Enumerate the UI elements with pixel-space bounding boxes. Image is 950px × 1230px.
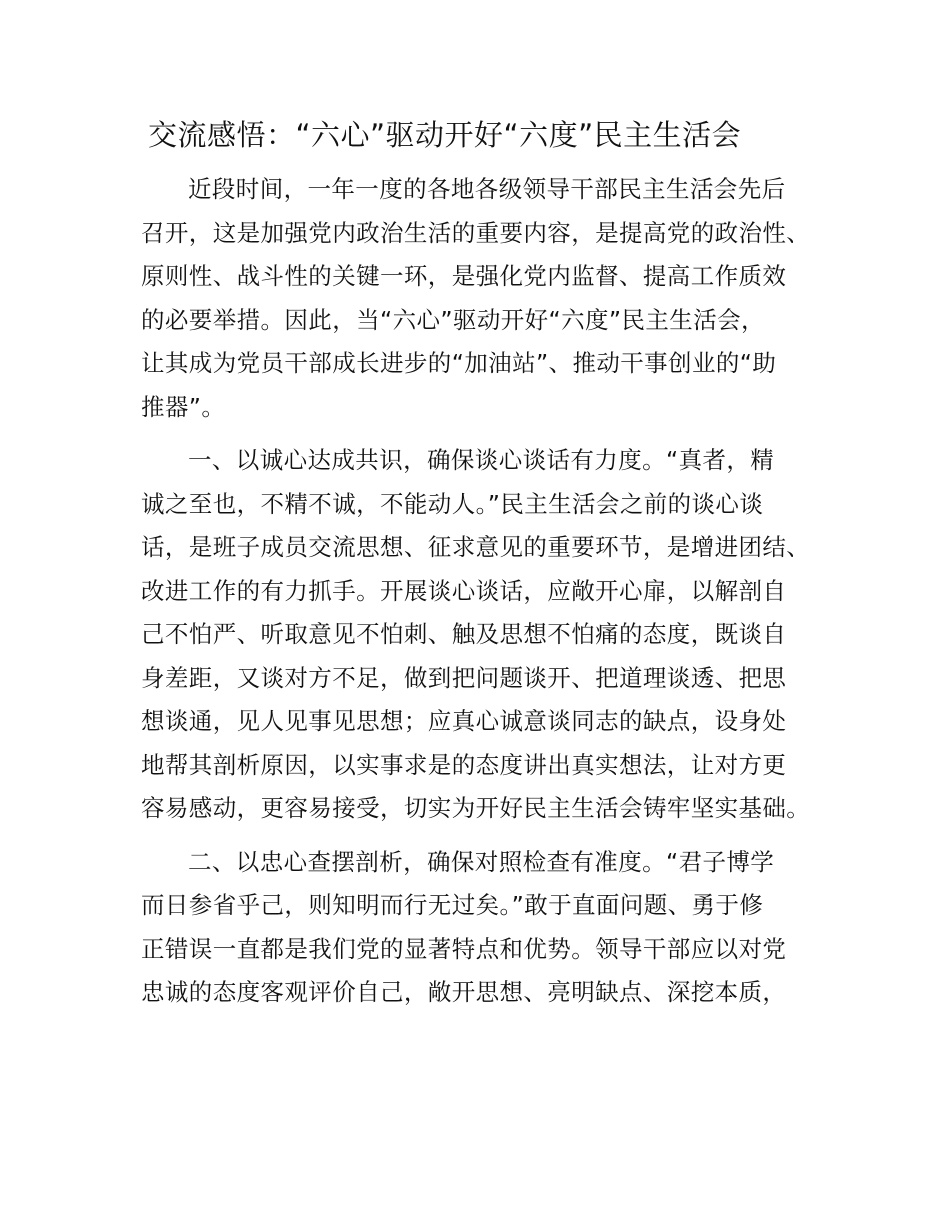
- paragraph-line: 二、以忠心查摆剖析，确保对照检查有准度。“君子博学: [188, 847, 775, 876]
- paragraph-line: 地帮其剖析原因，以实事求是的态度讲出真实想法，让对方更: [141, 750, 787, 779]
- document-body: [141, 168, 831, 1015]
- paragraph-line: 话，是班子成员交流思想、征求意见的重要环节，是增进团结、: [141, 533, 811, 561]
- paragraph-line: 己不怕严、听取意见不怕刺、触及思想不怕痛的态度，既谈自: [141, 620, 787, 648]
- paragraph-line: 的必要举措。因此，当“六心”驱动开好“六度”民主生活会，: [141, 305, 765, 334]
- paragraph-line: 改进工作的有力抓手。开展谈心谈话，应敞开心扉，以解剖自: [141, 576, 787, 605]
- paragraph-3: [141, 841, 831, 1015]
- paragraph-line: 身差距，又谈对方不足，做到把问题谈开、把道理谈透、把思: [141, 663, 787, 692]
- paragraph-line: 推器”。: [141, 392, 226, 421]
- paragraph-line: 正错误一直都是我们党的显著特点和优势。领导干部应以对党: [141, 934, 787, 963]
- paragraph-1: [141, 168, 831, 429]
- paragraph-line: 一、以诚心达成共识，确保谈心谈话有力度。“真者，精: [188, 446, 775, 474]
- paragraph-line: 近段时间，一年一度的各地各级领导干部民主生活会先后: [188, 175, 786, 203]
- paragraph-line: 召开，这是加强党内政治生活的重要内容，是提高党的政治性、: [141, 218, 811, 247]
- paragraph-line: 原则性、战斗性的关键一环，是强化党内监督、提高工作质效: [141, 262, 787, 290]
- paragraph-line: 让其成为党员干部成长进步的“加油站”、推动干事创业的“助: [141, 349, 777, 377]
- paragraph-line: 而日参省乎己，则知明而行无过矣。”敢于直面问题、勇于修: [141, 891, 764, 919]
- paragraph-line: 诚之至也，不精不诚，不能动人。”民主生活会之前的谈心谈: [141, 489, 764, 518]
- paragraph-spacer: [141, 831, 831, 841]
- paragraph-2: [141, 439, 831, 831]
- paragraph-line: 忠诚的态度客观评价自己，敞开思想、亮明缺点、深挖本质，: [141, 978, 787, 1006]
- paragraph-line: 容易感动，更容易接受，切实为开好民主生活会铸牢坚实基础。: [141, 794, 811, 822]
- document-title: 交流感悟：“六心”驱动开好“六度”民主生活会: [148, 118, 742, 152]
- paragraph-spacer: [141, 429, 831, 439]
- paragraph-line: 想谈通，见人见事见思想；应真心诚意谈同志的缺点，设身处: [141, 707, 787, 735]
